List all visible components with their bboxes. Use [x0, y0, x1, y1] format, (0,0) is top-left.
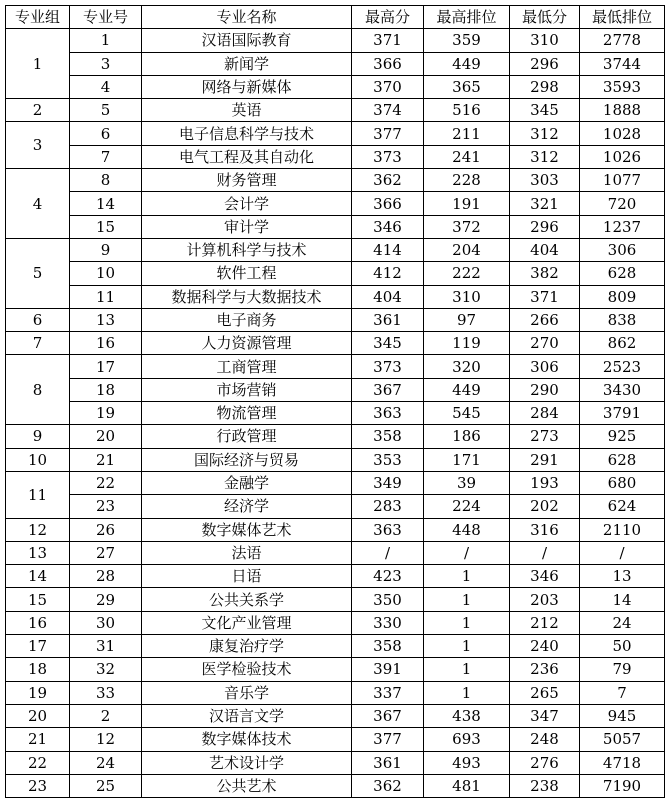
- max-score-cell: 374: [352, 99, 424, 122]
- admission-score-table: [5, 5, 665, 798]
- min-score-cell: 291: [510, 448, 580, 471]
- header-major-name: 专业名称: [142, 6, 352, 29]
- max-rank-cell: 1: [424, 588, 510, 611]
- major-code-cell: 4: [70, 75, 142, 98]
- table-row: [6, 169, 665, 192]
- min-score-cell: 306: [510, 355, 580, 378]
- max-rank-cell: 97: [424, 308, 510, 331]
- max-rank-cell: 449: [424, 378, 510, 401]
- min-rank-cell: 2778: [580, 29, 665, 52]
- min-score-cell: 310: [510, 29, 580, 52]
- major-code-cell: 26: [70, 518, 142, 541]
- max-rank-cell: 449: [424, 52, 510, 75]
- max-score-cell: 362: [352, 169, 424, 192]
- major-name-cell: 计算机科学与技术: [142, 238, 352, 261]
- min-score-cell: 202: [510, 495, 580, 518]
- min-rank-cell: 4718: [580, 751, 665, 774]
- max-rank-cell: 359: [424, 29, 510, 52]
- max-rank-cell: 191: [424, 192, 510, 215]
- min-rank-cell: 14: [580, 588, 665, 611]
- max-score-cell: 337: [352, 681, 424, 704]
- major-name-cell: 新闻学: [142, 52, 352, 75]
- table-row: [6, 355, 665, 378]
- major-code-cell: 27: [70, 541, 142, 564]
- major-name-cell: 英语: [142, 99, 352, 122]
- major-name-cell: 电子商务: [142, 308, 352, 331]
- major-code-cell: 15: [70, 215, 142, 238]
- max-rank-cell: 310: [424, 285, 510, 308]
- max-rank-cell: 493: [424, 751, 510, 774]
- table-row: [6, 402, 665, 425]
- table-row: [6, 588, 665, 611]
- group-number-cell: 8: [6, 355, 70, 425]
- group-number-cell: 12: [6, 518, 70, 541]
- max-rank-cell: 448: [424, 518, 510, 541]
- group-number-cell: 5: [6, 238, 70, 308]
- min-rank-cell: 24: [580, 611, 665, 634]
- group-number-cell: 13: [6, 541, 70, 564]
- max-score-cell: 349: [352, 471, 424, 494]
- table-row: [6, 495, 665, 518]
- min-score-cell: 298: [510, 75, 580, 98]
- max-score-cell: 363: [352, 518, 424, 541]
- major-code-cell: 3: [70, 52, 142, 75]
- max-rank-cell: 224: [424, 495, 510, 518]
- min-rank-cell: 925: [580, 425, 665, 448]
- min-score-cell: 236: [510, 658, 580, 681]
- major-name-cell: 公共艺术: [142, 774, 352, 797]
- group-number-cell: 6: [6, 308, 70, 331]
- min-score-cell: 270: [510, 332, 580, 355]
- group-number-cell: 10: [6, 448, 70, 471]
- table-row: [6, 192, 665, 215]
- min-score-cell: 303: [510, 169, 580, 192]
- max-score-cell: 377: [352, 728, 424, 751]
- max-rank-cell: 211: [424, 122, 510, 145]
- table-row: [6, 681, 665, 704]
- major-name-cell: 音乐学: [142, 681, 352, 704]
- min-score-cell: 312: [510, 122, 580, 145]
- max-score-cell: 283: [352, 495, 424, 518]
- major-name-cell: 金融学: [142, 471, 352, 494]
- table-row: [6, 611, 665, 634]
- major-code-cell: 24: [70, 751, 142, 774]
- table-row: [6, 332, 665, 355]
- major-name-cell: 汉语国际教育: [142, 29, 352, 52]
- major-code-cell: 25: [70, 774, 142, 797]
- max-score-cell: 377: [352, 122, 424, 145]
- major-name-cell: 法语: [142, 541, 352, 564]
- major-name-cell: 工商管理: [142, 355, 352, 378]
- major-code-cell: 9: [70, 238, 142, 261]
- min-score-cell: 347: [510, 704, 580, 727]
- max-score-cell: 373: [352, 355, 424, 378]
- major-name-cell: 网络与新媒体: [142, 75, 352, 98]
- group-number-cell: 21: [6, 728, 70, 751]
- group-number-cell: 18: [6, 658, 70, 681]
- major-name-cell: 汉语言文学: [142, 704, 352, 727]
- max-score-cell: 358: [352, 425, 424, 448]
- major-name-cell: 人力资源管理: [142, 332, 352, 355]
- min-rank-cell: 628: [580, 262, 665, 285]
- min-rank-cell: 838: [580, 308, 665, 331]
- major-code-cell: 1: [70, 29, 142, 52]
- table-row: [6, 541, 665, 564]
- min-rank-cell: 3744: [580, 52, 665, 75]
- max-rank-cell: 39: [424, 471, 510, 494]
- major-name-cell: 数据科学与大数据技术: [142, 285, 352, 308]
- min-score-cell: 290: [510, 378, 580, 401]
- table-row: [6, 262, 665, 285]
- max-rank-cell: 1: [424, 565, 510, 588]
- table-row: [6, 308, 665, 331]
- table-row: [6, 145, 665, 168]
- max-rank-cell: 228: [424, 169, 510, 192]
- max-rank-cell: 1: [424, 681, 510, 704]
- major-code-cell: 19: [70, 402, 142, 425]
- min-score-cell: 203: [510, 588, 580, 611]
- major-code-cell: 17: [70, 355, 142, 378]
- min-rank-cell: 13: [580, 565, 665, 588]
- group-number-cell: 2: [6, 99, 70, 122]
- max-score-cell: 361: [352, 751, 424, 774]
- major-code-cell: 31: [70, 635, 142, 658]
- table-row: [6, 658, 665, 681]
- major-code-cell: 14: [70, 192, 142, 215]
- group-number-cell: 19: [6, 681, 70, 704]
- max-rank-cell: /: [424, 541, 510, 564]
- min-score-cell: 240: [510, 635, 580, 658]
- group-number-cell: 11: [6, 471, 70, 518]
- header-min-rank: 最低排位: [580, 6, 665, 29]
- max-score-cell: 373: [352, 145, 424, 168]
- max-score-cell: 366: [352, 52, 424, 75]
- max-rank-cell: 365: [424, 75, 510, 98]
- major-code-cell: 5: [70, 99, 142, 122]
- min-rank-cell: 5057: [580, 728, 665, 751]
- major-name-cell: 电气工程及其自动化: [142, 145, 352, 168]
- max-score-cell: 346: [352, 215, 424, 238]
- max-score-cell: 358: [352, 635, 424, 658]
- major-name-cell: 医学检验技术: [142, 658, 352, 681]
- max-rank-cell: 481: [424, 774, 510, 797]
- min-score-cell: 276: [510, 751, 580, 774]
- major-name-cell: 数字媒体技术: [142, 728, 352, 751]
- max-score-cell: 370: [352, 75, 424, 98]
- major-code-cell: 33: [70, 681, 142, 704]
- table-row: [6, 99, 665, 122]
- min-score-cell: /: [510, 541, 580, 564]
- table-row: [6, 471, 665, 494]
- header-group: 专业组: [6, 6, 70, 29]
- major-name-cell: 软件工程: [142, 262, 352, 285]
- min-rank-cell: 2110: [580, 518, 665, 541]
- group-number-cell: 22: [6, 751, 70, 774]
- min-score-cell: 371: [510, 285, 580, 308]
- min-rank-cell: 1026: [580, 145, 665, 168]
- max-score-cell: 362: [352, 774, 424, 797]
- max-rank-cell: 204: [424, 238, 510, 261]
- min-rank-cell: 306: [580, 238, 665, 261]
- max-score-cell: 350: [352, 588, 424, 611]
- min-score-cell: 296: [510, 215, 580, 238]
- min-score-cell: 321: [510, 192, 580, 215]
- min-score-cell: 238: [510, 774, 580, 797]
- major-code-cell: 21: [70, 448, 142, 471]
- min-rank-cell: 7: [580, 681, 665, 704]
- group-number-cell: 9: [6, 425, 70, 448]
- max-score-cell: 363: [352, 402, 424, 425]
- header-max-rank: 最高排位: [424, 6, 510, 29]
- max-score-cell: 414: [352, 238, 424, 261]
- min-score-cell: 312: [510, 145, 580, 168]
- min-rank-cell: 3791: [580, 402, 665, 425]
- max-rank-cell: 516: [424, 99, 510, 122]
- major-code-cell: 12: [70, 728, 142, 751]
- major-code-cell: 6: [70, 122, 142, 145]
- group-number-cell: 20: [6, 704, 70, 727]
- table-row: [6, 751, 665, 774]
- major-code-cell: 22: [70, 471, 142, 494]
- group-number-cell: 15: [6, 588, 70, 611]
- min-rank-cell: 1237: [580, 215, 665, 238]
- min-rank-cell: 809: [580, 285, 665, 308]
- major-code-cell: 28: [70, 565, 142, 588]
- max-score-cell: 412: [352, 262, 424, 285]
- major-code-cell: 30: [70, 611, 142, 634]
- min-rank-cell: 1028: [580, 122, 665, 145]
- major-name-cell: 经济学: [142, 495, 352, 518]
- group-number-cell: 3: [6, 122, 70, 169]
- min-rank-cell: 3593: [580, 75, 665, 98]
- min-score-cell: 345: [510, 99, 580, 122]
- max-rank-cell: 1: [424, 635, 510, 658]
- min-rank-cell: 680: [580, 471, 665, 494]
- min-rank-cell: 1888: [580, 99, 665, 122]
- max-score-cell: 367: [352, 378, 424, 401]
- max-rank-cell: 438: [424, 704, 510, 727]
- major-name-cell: 日语: [142, 565, 352, 588]
- min-score-cell: 346: [510, 565, 580, 588]
- table-row: [6, 704, 665, 727]
- max-score-cell: 391: [352, 658, 424, 681]
- major-code-cell: 8: [70, 169, 142, 192]
- major-code-cell: 16: [70, 332, 142, 355]
- header-min-score: 最低分: [510, 6, 580, 29]
- max-rank-cell: 119: [424, 332, 510, 355]
- min-score-cell: 266: [510, 308, 580, 331]
- group-number-cell: 16: [6, 611, 70, 634]
- min-score-cell: 265: [510, 681, 580, 704]
- major-name-cell: 数字媒体艺术: [142, 518, 352, 541]
- min-rank-cell: 624: [580, 495, 665, 518]
- group-number-cell: 4: [6, 169, 70, 239]
- major-name-cell: 康复治疗学: [142, 635, 352, 658]
- min-score-cell: 382: [510, 262, 580, 285]
- min-rank-cell: 50: [580, 635, 665, 658]
- major-name-cell: 文化产业管理: [142, 611, 352, 634]
- max-rank-cell: 1: [424, 611, 510, 634]
- min-rank-cell: /: [580, 541, 665, 564]
- table-header-row: [6, 6, 665, 29]
- min-rank-cell: 628: [580, 448, 665, 471]
- admission-table-container: [5, 5, 665, 798]
- max-score-cell: 423: [352, 565, 424, 588]
- table-row: [6, 565, 665, 588]
- max-score-cell: 345: [352, 332, 424, 355]
- table-row: [6, 29, 665, 52]
- max-score-cell: 353: [352, 448, 424, 471]
- major-code-cell: 11: [70, 285, 142, 308]
- major-code-cell: 20: [70, 425, 142, 448]
- min-score-cell: 296: [510, 52, 580, 75]
- min-rank-cell: 1077: [580, 169, 665, 192]
- major-name-cell: 物流管理: [142, 402, 352, 425]
- major-code-cell: 23: [70, 495, 142, 518]
- table-row: [6, 215, 665, 238]
- table-row: [6, 238, 665, 261]
- group-number-cell: 1: [6, 29, 70, 99]
- major-code-cell: 2: [70, 704, 142, 727]
- min-score-cell: 404: [510, 238, 580, 261]
- major-name-cell: 国际经济与贸易: [142, 448, 352, 471]
- major-name-cell: 审计学: [142, 215, 352, 238]
- max-score-cell: /: [352, 541, 424, 564]
- group-number-cell: 17: [6, 635, 70, 658]
- table-row: [6, 52, 665, 75]
- min-rank-cell: 862: [580, 332, 665, 355]
- min-score-cell: 248: [510, 728, 580, 751]
- header-code: 专业号: [70, 6, 142, 29]
- max-rank-cell: 372: [424, 215, 510, 238]
- table-row: [6, 75, 665, 98]
- max-score-cell: 361: [352, 308, 424, 331]
- group-number-cell: 14: [6, 565, 70, 588]
- major-name-cell: 电子信息科学与技术: [142, 122, 352, 145]
- table-row: [6, 635, 665, 658]
- max-rank-cell: 241: [424, 145, 510, 168]
- max-rank-cell: 1: [424, 658, 510, 681]
- header-max-score: 最高分: [352, 6, 424, 29]
- table-row: [6, 728, 665, 751]
- min-score-cell: 316: [510, 518, 580, 541]
- min-score-cell: 193: [510, 471, 580, 494]
- major-code-cell: 13: [70, 308, 142, 331]
- table-row: [6, 285, 665, 308]
- table-row: [6, 518, 665, 541]
- min-rank-cell: 2523: [580, 355, 665, 378]
- major-code-cell: 29: [70, 588, 142, 611]
- min-rank-cell: 3430: [580, 378, 665, 401]
- max-rank-cell: 545: [424, 402, 510, 425]
- major-name-cell: 会计学: [142, 192, 352, 215]
- group-number-cell: 7: [6, 332, 70, 355]
- max-score-cell: 367: [352, 704, 424, 727]
- table-row: [6, 378, 665, 401]
- min-rank-cell: 945: [580, 704, 665, 727]
- major-name-cell: 财务管理: [142, 169, 352, 192]
- major-code-cell: 10: [70, 262, 142, 285]
- table-row: [6, 425, 665, 448]
- major-name-cell: 市场营销: [142, 378, 352, 401]
- major-name-cell: 公共关系学: [142, 588, 352, 611]
- max-score-cell: 366: [352, 192, 424, 215]
- min-score-cell: 273: [510, 425, 580, 448]
- table-row: [6, 448, 665, 471]
- table-row: [6, 122, 665, 145]
- min-score-cell: 284: [510, 402, 580, 425]
- max-rank-cell: 171: [424, 448, 510, 471]
- max-score-cell: 330: [352, 611, 424, 634]
- min-rank-cell: 720: [580, 192, 665, 215]
- max-score-cell: 404: [352, 285, 424, 308]
- max-rank-cell: 693: [424, 728, 510, 751]
- major-name-cell: 行政管理: [142, 425, 352, 448]
- table-body: [6, 29, 665, 798]
- major-name-cell: 艺术设计学: [142, 751, 352, 774]
- max-score-cell: 371: [352, 29, 424, 52]
- min-rank-cell: 7190: [580, 774, 665, 797]
- max-rank-cell: 320: [424, 355, 510, 378]
- group-number-cell: 23: [6, 774, 70, 797]
- major-code-cell: 32: [70, 658, 142, 681]
- table-row: [6, 774, 665, 797]
- max-rank-cell: 222: [424, 262, 510, 285]
- major-code-cell: 7: [70, 145, 142, 168]
- min-score-cell: 212: [510, 611, 580, 634]
- major-code-cell: 18: [70, 378, 142, 401]
- max-rank-cell: 186: [424, 425, 510, 448]
- min-rank-cell: 79: [580, 658, 665, 681]
